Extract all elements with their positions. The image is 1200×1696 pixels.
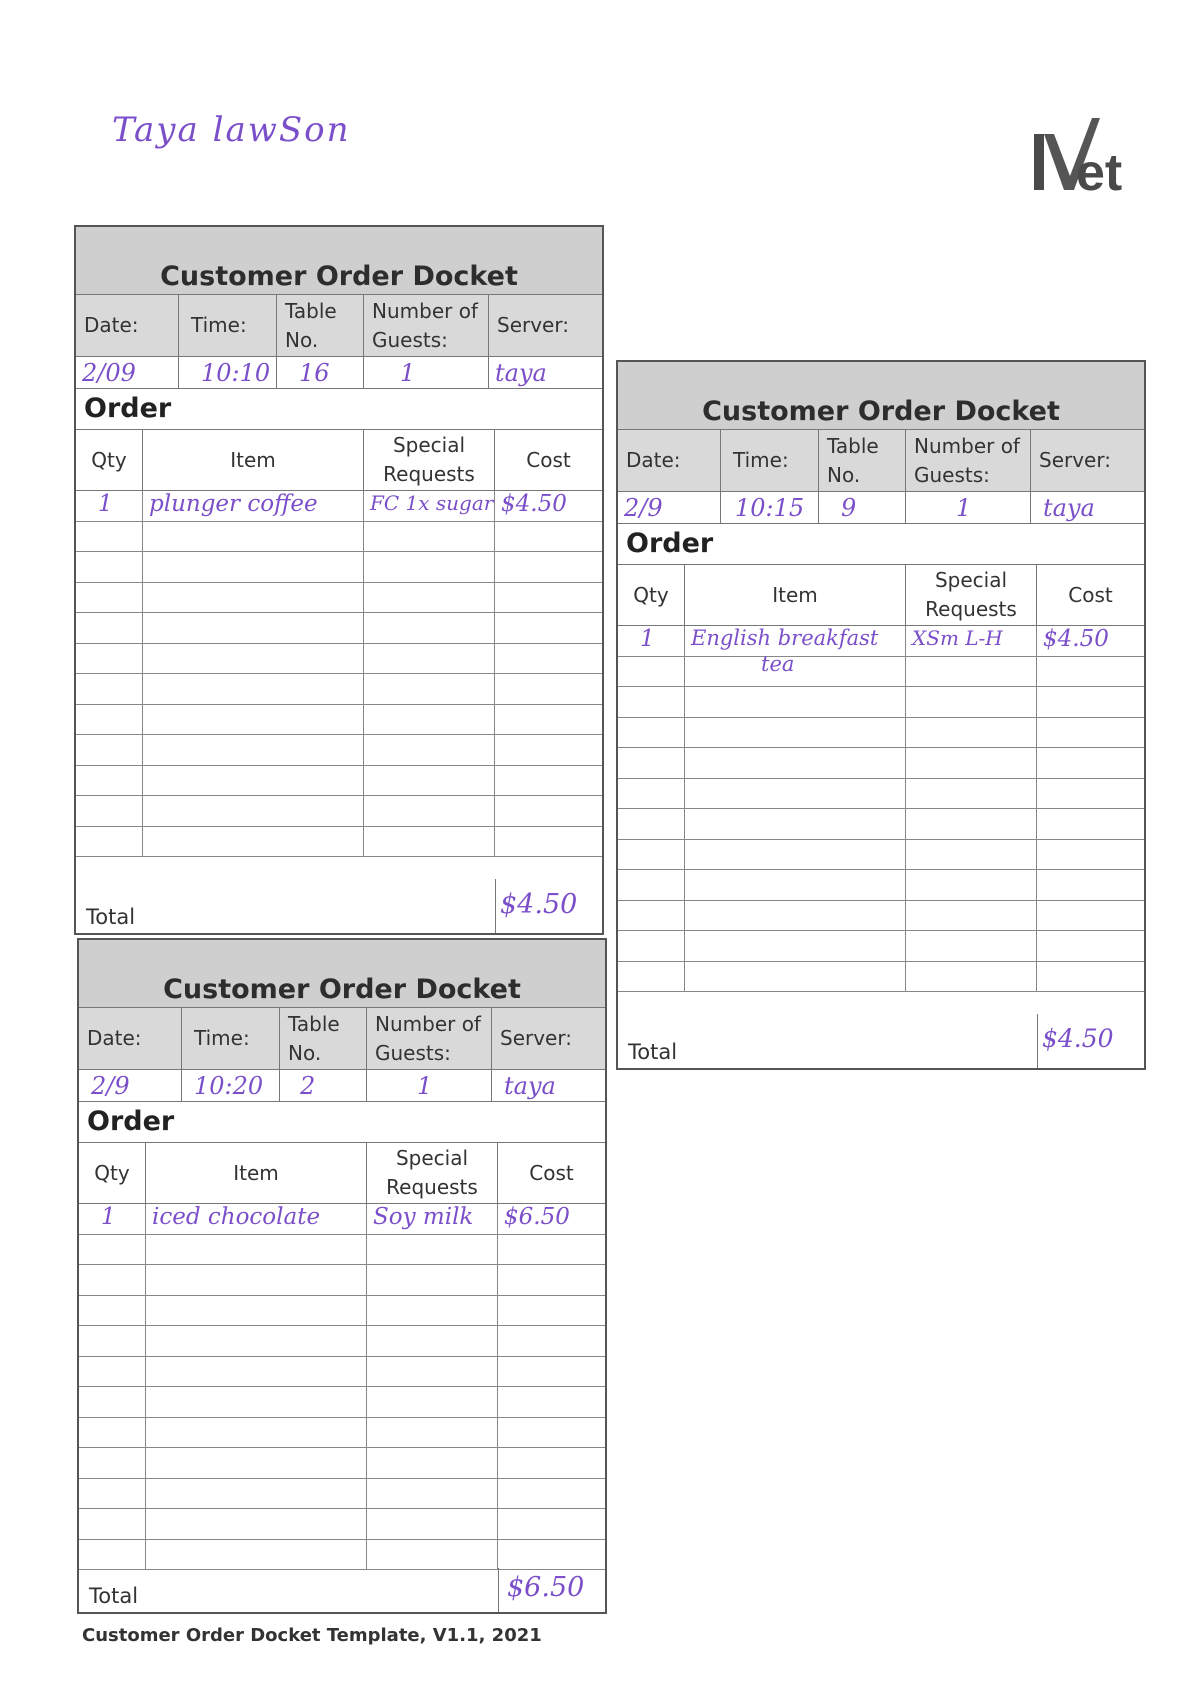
cost-cell: [1037, 809, 1144, 839]
special-cell: [364, 674, 495, 704]
table-no-value: 2: [280, 1070, 367, 1101]
docket-info-header: [618, 430, 1144, 492]
order-row: [76, 613, 602, 644]
item-cell: [143, 705, 364, 735]
qty-value: 1: [79, 1204, 146, 1234]
total-row: [618, 1014, 1144, 1068]
special-cell: [906, 901, 1037, 931]
server-label: Server:: [1039, 448, 1111, 472]
cost-cell: [1037, 687, 1144, 717]
item-value: iced chocolate: [146, 1204, 367, 1234]
special-cell: [906, 809, 1037, 839]
server-value: taya: [504, 1072, 556, 1100]
docket-title: Customer Order Docket: [76, 227, 602, 295]
qty-cell: [618, 962, 685, 992]
item-cell: [143, 735, 364, 765]
table-no-label: Table No.: [819, 430, 906, 491]
qty-cell: [618, 748, 685, 778]
qty-cell: [79, 1265, 146, 1295]
total-divider: [498, 1568, 499, 1612]
cost-cell: [498, 1387, 605, 1417]
table-no-value: 16: [277, 357, 364, 388]
order-row: [79, 1479, 605, 1510]
total-value: $4.50: [1042, 1024, 1114, 1053]
qty-value: 1: [76, 491, 143, 521]
item-cell: [146, 1296, 367, 1326]
order-row: [618, 840, 1144, 871]
cost-cell: [1037, 931, 1144, 961]
special-cell: [367, 1357, 498, 1387]
item-cell: [685, 718, 906, 748]
order-label: Order: [84, 393, 172, 424]
cost-header: Cost: [1068, 582, 1113, 607]
item-cell: [146, 1540, 367, 1570]
qty-cell: [79, 1479, 146, 1509]
table-no-label: Table No.: [277, 295, 364, 356]
order-row: [76, 552, 602, 583]
order-row: [618, 718, 1144, 749]
qty-cell: [79, 1296, 146, 1326]
order-row: [76, 827, 602, 858]
order-row: [76, 491, 602, 522]
qty-header: Qty: [76, 430, 143, 490]
order-row: [79, 1265, 605, 1296]
item-cell: [685, 809, 906, 839]
special-cell: [906, 840, 1037, 870]
cost-cell: [1037, 657, 1144, 687]
order-row: [76, 735, 602, 766]
docket-info-header: [76, 295, 602, 357]
cost-cell: [498, 1448, 605, 1478]
special-cell: [367, 1387, 498, 1417]
special-cell: [906, 931, 1037, 961]
special-cell: [367, 1479, 498, 1509]
special-cell: [367, 1235, 498, 1265]
order-row: [79, 1387, 605, 1418]
item-value-continued: tea: [685, 657, 906, 687]
item-cell: [143, 583, 364, 613]
order-label: Order: [87, 1106, 175, 1137]
item-cell: [143, 796, 364, 826]
order-label: Order: [626, 528, 714, 559]
server-label: Server:: [497, 313, 569, 337]
qty-cell: [76, 827, 143, 857]
cost-cell: [495, 552, 602, 582]
qty-cell: [79, 1418, 146, 1448]
qty-cell: [618, 779, 685, 809]
cost-cell: [1037, 748, 1144, 778]
student-name: Taya lawSon: [112, 110, 351, 150]
cost-cell: [1037, 870, 1144, 900]
footer-template-version: Customer Order Docket Template, V1.1, 2021: [82, 1625, 542, 1646]
qty-cell: [79, 1448, 146, 1478]
total-row: [79, 1568, 605, 1612]
qty-cell: [618, 687, 685, 717]
qty-cell: [618, 657, 685, 687]
special-cell: [367, 1326, 498, 1356]
order-column-headers: [79, 1142, 605, 1204]
order-row: [76, 583, 602, 614]
special-cell: [906, 779, 1037, 809]
special-cell: [364, 552, 495, 582]
order-row: [79, 1540, 605, 1571]
guests-value: 1: [906, 492, 1031, 523]
qty-cell: [618, 931, 685, 961]
docket-info-values: [79, 1070, 605, 1102]
order-row: [76, 522, 602, 553]
item-cell: [146, 1509, 367, 1539]
qty-cell: [79, 1326, 146, 1356]
qty-cell: [79, 1235, 146, 1265]
cost-cell: [495, 644, 602, 674]
server-value: taya: [1043, 494, 1095, 522]
cost-cell: [1037, 718, 1144, 748]
cost-value: $4.50: [1043, 626, 1109, 652]
total-value: $6.50: [507, 1572, 585, 1603]
special-cell: [364, 522, 495, 552]
cost-cell: [495, 827, 602, 857]
qty-cell: [618, 718, 685, 748]
qty-cell: [76, 644, 143, 674]
item-cell: [146, 1357, 367, 1387]
cost-cell: [495, 796, 602, 826]
item-cell: [143, 552, 364, 582]
time-label: Time:: [179, 295, 277, 356]
item-cell: [146, 1265, 367, 1295]
total-label: Total: [89, 1584, 139, 1608]
order-rows: [76, 491, 602, 857]
docket-info-values: [76, 357, 602, 389]
qty-cell: [618, 901, 685, 931]
order-row: [618, 901, 1144, 932]
cost-cell: [498, 1357, 605, 1387]
time-value: 10:20: [182, 1070, 280, 1101]
special-cell: [364, 613, 495, 643]
order-rows: [618, 626, 1144, 992]
qty-cell: [76, 705, 143, 735]
order-row: [79, 1326, 605, 1357]
special-request-value: XSm L-H: [906, 626, 1037, 656]
cost-cell: [1037, 779, 1144, 809]
qty-cell: [618, 870, 685, 900]
item-cell: [146, 1418, 367, 1448]
date-value: 2/09: [76, 357, 179, 388]
qty-cell: [76, 583, 143, 613]
item-cell: [143, 827, 364, 857]
cost-header: Cost: [529, 1160, 574, 1185]
item-cell: [146, 1479, 367, 1509]
special-cell: [906, 870, 1037, 900]
server-value: taya: [495, 359, 547, 387]
item-cell: [146, 1326, 367, 1356]
cost-cell: [498, 1418, 605, 1448]
special-cell: [367, 1540, 498, 1570]
cost-cell: [498, 1479, 605, 1509]
order-row: [618, 931, 1144, 962]
qty-value: 1: [618, 626, 685, 656]
order-row: [618, 626, 1144, 657]
order-row: [618, 651, 1144, 688]
time-label: Time:: [182, 1008, 280, 1069]
qty-header: Qty: [618, 565, 685, 625]
special-cell: [367, 1448, 498, 1478]
item-value: plunger coffee: [143, 491, 364, 521]
special-cell: [906, 657, 1037, 687]
item-cell: [685, 870, 906, 900]
item-header: Item: [146, 1143, 367, 1203]
item-cell: [685, 779, 906, 809]
date-label: Date:: [618, 430, 721, 491]
order-column-headers: [618, 564, 1144, 626]
special-cell: [367, 1418, 498, 1448]
total-divider: [495, 879, 496, 933]
total-divider: [1037, 1014, 1038, 1068]
item-header: Item: [685, 565, 906, 625]
order-column-headers: [76, 429, 602, 491]
date-label: Date:: [79, 1008, 182, 1069]
item-cell: [146, 1235, 367, 1265]
time-value: 10:10: [179, 357, 277, 388]
order-row: [618, 809, 1144, 840]
item-header: Item: [143, 430, 364, 490]
svg-text:et: et: [1076, 144, 1123, 202]
order-rows: [79, 1204, 605, 1570]
docket-info-header: [79, 1008, 605, 1070]
qty-cell: [76, 552, 143, 582]
total-value: $4.50: [500, 889, 578, 920]
special-requests-header: Special Requests: [364, 430, 495, 490]
special-cell: [364, 827, 495, 857]
order-row: [79, 1296, 605, 1327]
cost-cell: [495, 766, 602, 796]
special-cell: [364, 583, 495, 613]
order-docket-2: [616, 360, 1146, 1070]
order-row: [76, 644, 602, 675]
cost-cell: [498, 1265, 605, 1295]
order-row: [79, 1418, 605, 1449]
special-request-value: FC 1x sugar: [364, 491, 495, 521]
qty-cell: [79, 1387, 146, 1417]
time-label: Time:: [721, 430, 819, 491]
qty-cell: [618, 840, 685, 870]
item-cell: [143, 766, 364, 796]
cost-cell: [495, 522, 602, 552]
item-cell: [146, 1387, 367, 1417]
special-request-value: Soy milk: [367, 1204, 498, 1234]
qty-cell: [79, 1540, 146, 1570]
item-cell: [146, 1448, 367, 1478]
order-docket-1: [74, 225, 604, 935]
order-row: [618, 748, 1144, 779]
docket-info-values: [618, 492, 1144, 524]
order-row: [79, 1357, 605, 1388]
special-cell: [364, 766, 495, 796]
special-cell: [364, 644, 495, 674]
order-row: [618, 779, 1144, 810]
cost-cell: [498, 1509, 605, 1539]
qty-header: Qty: [79, 1143, 146, 1203]
cost-cell: [498, 1540, 605, 1570]
item-cell: [685, 962, 906, 992]
special-cell: [906, 748, 1037, 778]
ivet-logo: [1030, 112, 1140, 202]
server-label: Server:: [500, 1026, 572, 1050]
order-row: [79, 1509, 605, 1540]
cost-value: $4.50: [501, 491, 567, 517]
date-value: 2/9: [618, 492, 721, 523]
total-label: Total: [628, 1040, 678, 1064]
cost-header: Cost: [526, 447, 571, 472]
special-cell: [364, 796, 495, 826]
guests-label: Number of Guests:: [364, 295, 489, 356]
cost-cell: [498, 1296, 605, 1326]
qty-cell: [76, 735, 143, 765]
special-requests-header: Special Requests: [906, 565, 1037, 625]
order-row: [76, 705, 602, 736]
item-cell: [143, 644, 364, 674]
item-cell: [685, 840, 906, 870]
order-docket-3: [77, 938, 607, 1614]
time-value: 10:15: [721, 492, 819, 523]
guests-value: 1: [364, 357, 489, 388]
guests-value: 1: [367, 1070, 492, 1101]
cost-cell: [498, 1326, 605, 1356]
cost-cell: [495, 583, 602, 613]
cost-cell: [495, 735, 602, 765]
special-cell: [906, 962, 1037, 992]
total-label: Total: [86, 905, 136, 929]
order-row: [76, 674, 602, 705]
guests-label: Number of Guests:: [367, 1008, 492, 1069]
order-row: [79, 1448, 605, 1479]
item-cell: [143, 674, 364, 704]
cost-value: $6.50: [504, 1204, 570, 1230]
item-cell: [685, 687, 906, 717]
qty-cell: [76, 766, 143, 796]
qty-cell: [76, 796, 143, 826]
qty-cell: [79, 1357, 146, 1387]
docket-title: Customer Order Docket: [618, 362, 1144, 430]
qty-cell: [618, 809, 685, 839]
total-row: [76, 879, 602, 933]
date-value: 2/9: [79, 1070, 182, 1101]
order-row: [618, 962, 1144, 993]
qty-cell: [79, 1509, 146, 1539]
order-row: [618, 687, 1144, 718]
special-cell: [367, 1296, 498, 1326]
cost-cell: [495, 705, 602, 735]
item-cell: [685, 748, 906, 778]
special-cell: [367, 1265, 498, 1295]
item-cell: [143, 522, 364, 552]
order-row: [618, 870, 1144, 901]
special-requests-header: Special Requests: [367, 1143, 498, 1203]
item-cell: [143, 613, 364, 643]
cost-cell: [1037, 962, 1144, 992]
item-cell: [685, 901, 906, 931]
table-no-label: Table No.: [280, 1008, 367, 1069]
guests-label: Number of Guests:: [906, 430, 1031, 491]
qty-cell: [76, 522, 143, 552]
docket-title: Customer Order Docket: [79, 940, 605, 1008]
cost-cell: [1037, 901, 1144, 931]
order-row: [79, 1235, 605, 1266]
date-label: Date:: [76, 295, 179, 356]
qty-cell: [76, 613, 143, 643]
special-cell: [364, 705, 495, 735]
special-cell: [367, 1509, 498, 1539]
cost-cell: [495, 674, 602, 704]
order-row: [76, 766, 602, 797]
special-cell: [906, 718, 1037, 748]
qty-cell: [76, 674, 143, 704]
cost-cell: [498, 1235, 605, 1265]
cost-cell: [495, 613, 602, 643]
order-row: [76, 796, 602, 827]
cost-cell: [1037, 840, 1144, 870]
special-cell: [906, 687, 1037, 717]
item-value: English breakfast: [685, 626, 906, 656]
order-row: [79, 1204, 605, 1235]
table-no-value: 9: [819, 492, 906, 523]
special-cell: [364, 735, 495, 765]
item-cell: [685, 931, 906, 961]
